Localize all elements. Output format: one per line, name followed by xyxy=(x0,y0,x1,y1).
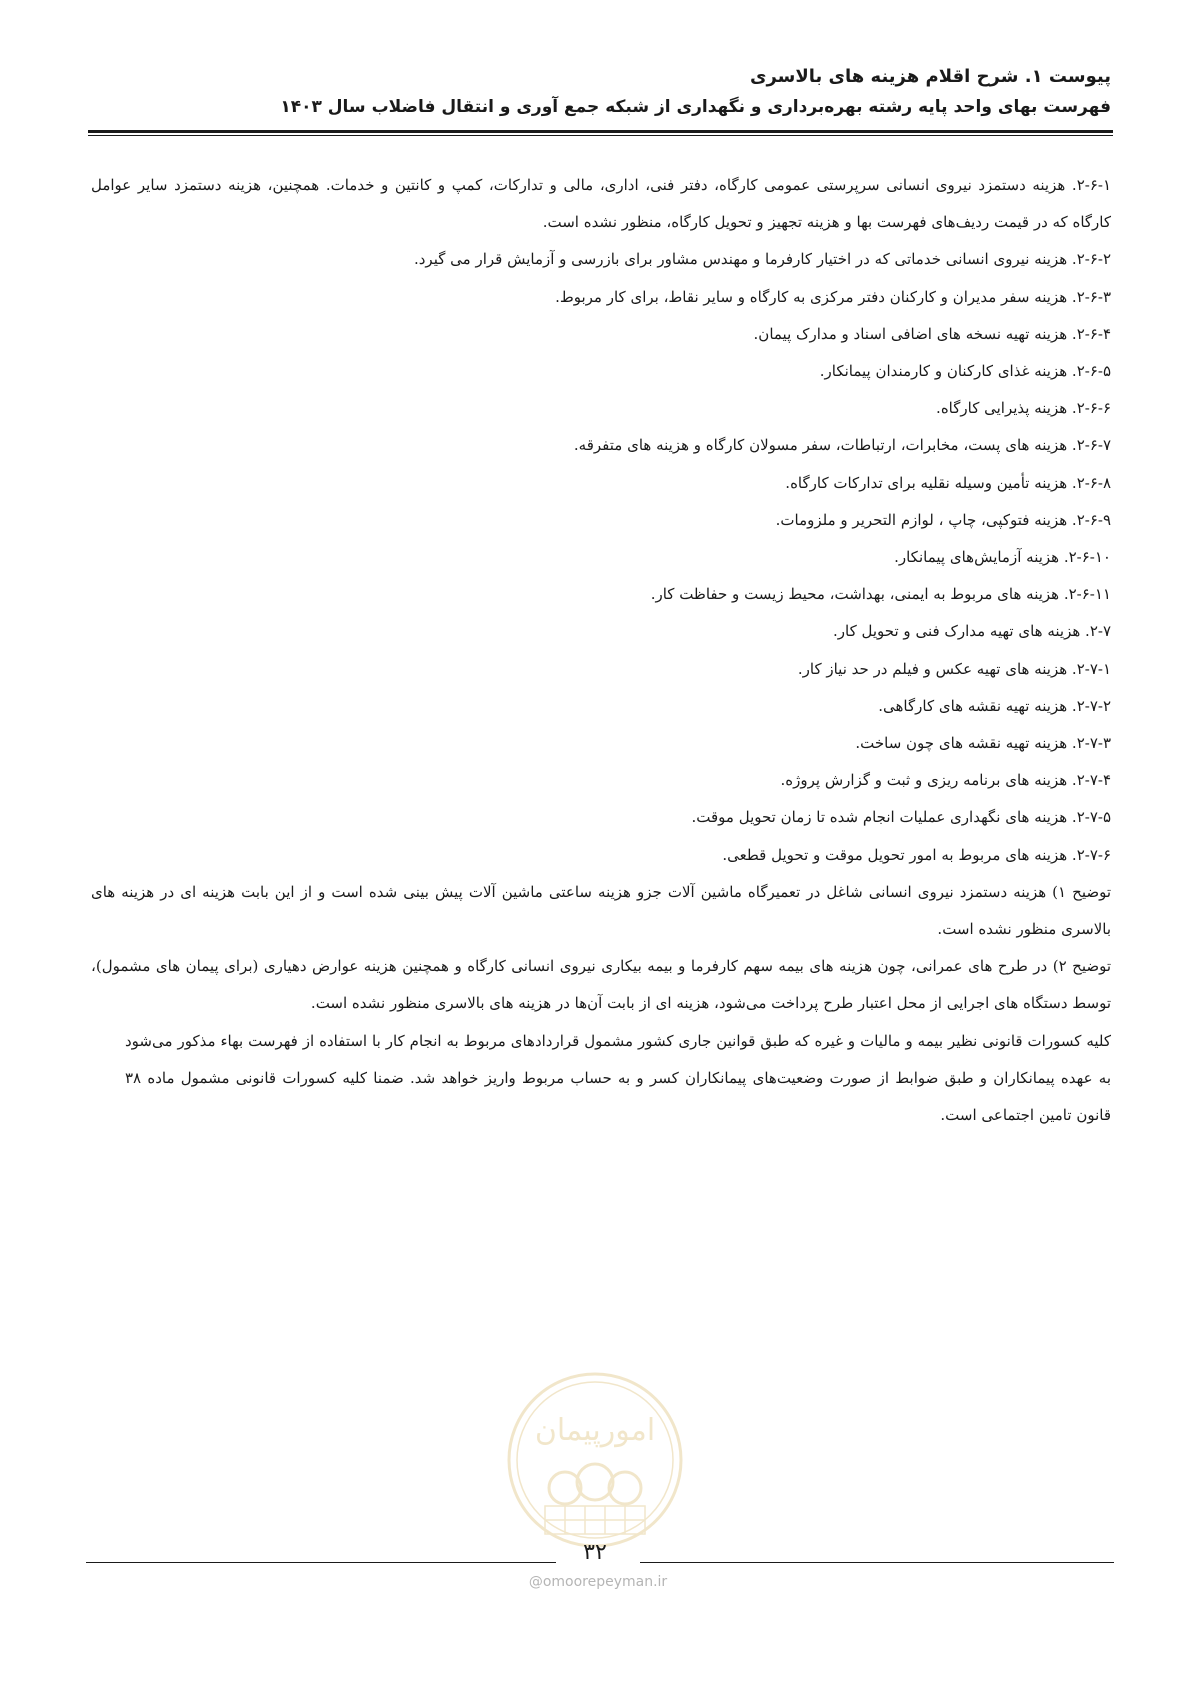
list-item: ۲-۶-۷. هزینه های پست، مخابرات، ارتباطات، سفر مسولان کارگاه و هزینه های متفرقه. xyxy=(573,436,1111,455)
header-rule-thin xyxy=(88,135,1113,136)
watermark-seal xyxy=(505,1370,685,1550)
list-item: ۲-۶-۹. هزینه فتوکپی، چاپ ، لوازم التحریر و ملزومات. xyxy=(775,510,1111,529)
list-item: ۲-۶-۱۱. هزینه های مربوط به ایمنی، بهداشت، محیط زیست و حفاظت کار. xyxy=(650,585,1111,604)
list-item: ۲-۷-۵. هزینه های نگهداری عملیات انجام شده تا زمان تحویل موقت. xyxy=(691,808,1111,827)
list-item: ۲-۶-۵. هزینه غذای کارکنان و کارمندان پیمانکار. xyxy=(819,362,1111,381)
page-header xyxy=(130,62,1111,122)
list-item: ۲-۷-۱. هزینه های تهیه عکس و فیلم در حد نیاز کار. xyxy=(797,659,1111,678)
note-paragraph: توضیح ۱) هزینه دستمزد نیروی انسانی شاغل در تعمیرگاه ماشین آلات جزو هزینه ساعتی ماشین آلات پیش بینی شده است و از این بابت هزینه ای در هزینه های بالاسری منظور نشده است. xyxy=(91,882,1112,939)
page-number: ۳۲ xyxy=(583,1540,607,1565)
header-title: پیوست ۱. شرح اقلام هزینه های بالاسری xyxy=(749,66,1111,87)
list-item: ۲-۶-۲. هزینه نیروی انسانی خدماتی که در اختیار کارفرما و مهندس مشاور برای بازرسی و آزمایش قرار می گیرد. xyxy=(413,250,1111,269)
list-item: ۲-۶-۱۰. هزینه آزمایش‌های پیمانکار. xyxy=(894,548,1111,567)
list-item: ۲-۶-۶. هزینه پذیرایی کارگاه. xyxy=(936,399,1111,418)
list-item: ۲-۷. هزینه های تهیه مدارک فنی و تحویل کار. xyxy=(833,622,1111,641)
list-item: ۲-۶-۳. هزینه سفر مدیران و کارکنان دفتر مرکزی به کارگاه و سایر نقاط، برای کار مربوط. xyxy=(555,287,1111,306)
header-subtitle: فهرست بهای واحد پایه رشته بهره‌برداری و نگهداری از شبکه جمع آوری و انتقال فاضلاب سال ۱۴۰۳ xyxy=(280,97,1111,117)
footer-brand[interactable]: @omoorepeyman.ir xyxy=(528,1574,668,1590)
list-item: ۲-۷-۶. هزینه های مربوط به امور تحویل موقت و تحویل قطعی. xyxy=(722,845,1111,864)
list-item: ۲-۷-۲. هزینه تهیه نقشه های کارگاهی. xyxy=(878,696,1111,715)
watermark-text: امورپیمان xyxy=(534,1413,656,1448)
footer-rule-right xyxy=(640,1562,1114,1563)
header-rule-thick xyxy=(88,130,1113,133)
note-paragraph: توضیح ۲) در طرح های عمرانی، چون هزینه های بیمه سهم کارفرما و بیمه بیکاری نیروی انسانی کارگاه و همچنین هزینه عوارض دهیاری (برای پیمان های مشمول)، توسط دستگاه های اجرایی از محل اعتبار طرح پرداخت می‌شود، هزینه ای از بابت آن‌ها در هزینه های بالاسری منظور نشده است. xyxy=(91,957,1112,1013)
list-item: ۲-۶-۴. هزینه تهیه نسخه های اضافی اسناد و مدارک پیمان. xyxy=(753,324,1111,343)
legal-note-paragraph: کلیه کسورات قانونی نظیر بیمه و مالیات و غیره که طبق قوانین جاری کشور مشمول قراردادهای مربوط به انجام کار با استفاده از فهرست بهاء مذکور می‌شود به عهده پیمانکاران و طبق ضوابط از صورت وضعیت‌های پیمانکاران کسر و به حساب مربوط واریز خواهد شد. ضمنا کلیه کسورات قانونی مشمول ماده ۳۸ قانون تامین اجتماعی است. xyxy=(125,1031,1111,1125)
list-item: ۲-۷-۳. هزینه تهیه نقشه های چون ساخت. xyxy=(855,734,1111,753)
list-item: ۲-۶-۸. هزینه تأمین وسیله نقلیه برای تدارکات کارگاه. xyxy=(785,473,1111,492)
list-item: ۲-۷-۴. هزینه های برنامه ریزی و ثبت و گزارش پروژه. xyxy=(780,771,1111,790)
body-content xyxy=(91,167,1111,1134)
list-item: ۲-۶-۱. هزینه دستمزد نیروی انسانی سرپرستی عمومی کارگاه، دفتر فنی، اداری، مالی و تدارکات، کمپ و کانتین و خدمات. همچنین، هزینه دستمزد سایر عوامل کارگاه که در قیمت ردیف‌های فهرست بها و هزینه تجهیز و تحویل کارگاه، منظور نشده است. xyxy=(91,176,1111,232)
footer-rule-left xyxy=(86,1562,556,1563)
